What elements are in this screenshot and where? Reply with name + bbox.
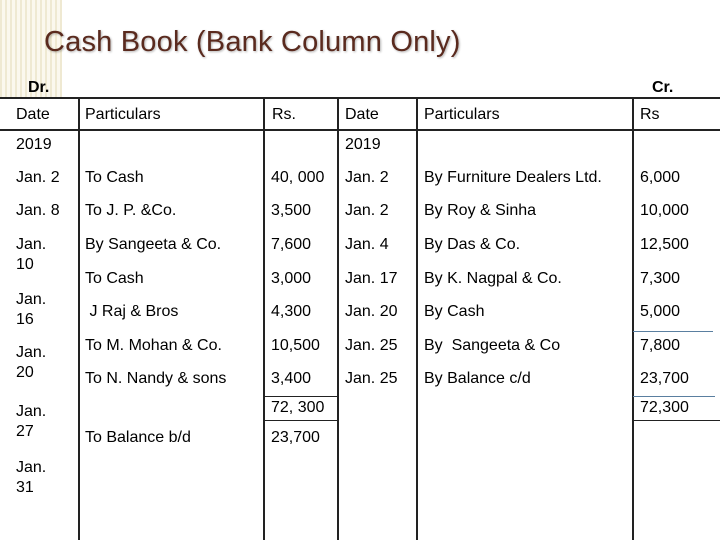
total-rule-left xyxy=(263,420,339,421)
credit-particular: By Cash xyxy=(424,303,485,320)
credit-date: Jan. 25 xyxy=(345,370,398,387)
credit-particular: By Das & Co. xyxy=(424,236,521,253)
debit-date: Jan. 27 xyxy=(16,403,47,440)
debit-particular: To Balance b/d xyxy=(85,429,191,446)
credit-amount: 6,000 xyxy=(640,169,681,186)
header-date-left: Date xyxy=(16,106,50,123)
credit-amount: 7,300 xyxy=(640,270,681,287)
page-title: Cash Book (Bank Column Only) xyxy=(44,26,461,58)
debit-amount: 10,500 xyxy=(271,337,320,354)
debit-particular: To M. Mohan & Co. xyxy=(85,337,222,354)
debit-date: Jan. 16 xyxy=(16,291,47,328)
column-divider xyxy=(263,97,265,540)
debit-date: Jan. 20 xyxy=(16,344,47,381)
debit-amount: 3,500 xyxy=(271,202,312,219)
header-particulars-left: Particulars xyxy=(85,106,161,123)
column-divider xyxy=(78,97,80,540)
debit-amount: 4,300 xyxy=(271,303,312,320)
header-particulars-right: Particulars xyxy=(424,106,500,123)
debit-amount: 3,400 xyxy=(271,370,312,387)
debit-particular: To Cash xyxy=(85,169,144,186)
debit-date: Jan. 31 xyxy=(16,459,47,496)
debit-total: 72, 300 xyxy=(271,399,325,416)
column-divider xyxy=(632,97,634,540)
debit-date: Jan. 2 xyxy=(16,169,60,186)
table-top-border xyxy=(0,97,720,99)
credit-label: Cr. xyxy=(652,79,674,96)
credit-date: Jan. 2 xyxy=(345,169,389,186)
credit-particular: By K. Nagpal & Co. xyxy=(424,270,562,287)
credit-date: Jan. 4 xyxy=(345,236,389,253)
debit-particular: By Sangeeta & Co. xyxy=(85,236,222,253)
header-bottom-border xyxy=(0,129,720,131)
credit-amount: 10,000 xyxy=(640,202,689,219)
credit-amount: 23,700 xyxy=(640,370,689,387)
column-divider xyxy=(416,97,418,540)
credit-particular: By Sangeeta & Co xyxy=(424,337,561,354)
debit-date: Jan. 10 xyxy=(16,236,47,273)
debit-amount: 7,600 xyxy=(271,236,312,253)
credit-amount: 7,800 xyxy=(640,337,681,354)
debit-particular: To J. P. &Co. xyxy=(85,202,177,219)
subtotal-mark xyxy=(633,331,713,332)
total-rule-right xyxy=(633,396,715,397)
credit-amount: 12,500 xyxy=(640,236,689,253)
credit-amount: 5,000 xyxy=(640,303,681,320)
credit-particular: By Furniture Dealers Ltd. xyxy=(424,169,602,186)
total-rule-left xyxy=(263,396,339,397)
debit-particular: J Raj & Bros xyxy=(85,303,179,320)
total-rule-right xyxy=(632,420,720,421)
credit-date: Jan. 25 xyxy=(345,337,398,354)
year-right: 2019 xyxy=(345,136,381,153)
debit-balance: 23,700 xyxy=(271,429,320,446)
debit-label: Dr. xyxy=(28,79,50,96)
header-date-right: Date xyxy=(345,106,379,123)
debit-date: Jan. 8 xyxy=(16,202,60,219)
credit-date: Jan. 20 xyxy=(345,303,398,320)
debit-amount: 40, 000 xyxy=(271,169,325,186)
credit-particular: By Balance c/d xyxy=(424,370,531,387)
credit-date: Jan. 17 xyxy=(345,270,398,287)
credit-total: 72,300 xyxy=(640,399,689,416)
header-rs-left: Rs. xyxy=(272,106,296,123)
debit-amount: 3,000 xyxy=(271,270,312,287)
credit-particular: By Roy & Sinha xyxy=(424,202,537,219)
debit-particular: To Cash xyxy=(85,270,144,287)
debit-particular: To N. Nandy & sons xyxy=(85,370,227,387)
header-rs-right: Rs xyxy=(640,106,660,123)
credit-date: Jan. 2 xyxy=(345,202,389,219)
year-left: 2019 xyxy=(16,136,52,153)
column-divider xyxy=(337,97,339,540)
